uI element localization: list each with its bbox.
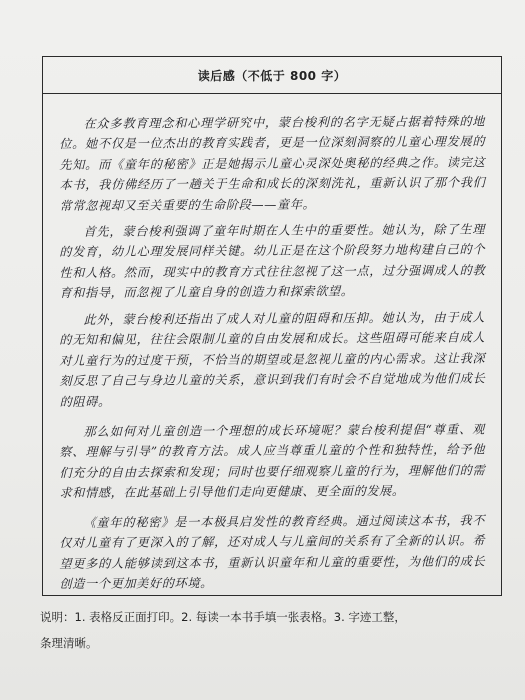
paragraph-conclusion: 《童年的秘密》是一本极具启发性的教育经典。通过阅读这本书，我不仅对儿童有了更深入的了解，还对成人与儿童间的关系有了全新的认识。希望更多的人能够读到这本书，重新认识童年和儿童的重要性，为他们的成长创造一个更加美好的环境。	[59, 513, 486, 592]
instructions-line-1: 说明：1. 表格反正面打印。2. 每读一本书手填一张表格。3. 字迹工整，	[40, 610, 406, 624]
reading-report-table	[42, 56, 502, 596]
paragraph-adult-obstruction: 此外，蒙台梭利还指出了成人对儿童的阻碍和压抑。她认为，由于成人的无知和偏见，往往会限制儿童的自由发展和成长。这些阻碍可能来自成人对儿童行为的过度干预，不恰当的期望或是忽视儿童的内心需求。这让我深刻反思了自己与身边儿童的关系，意识到我们有时会不自觉地成为他们成长的阻碍。	[59, 310, 486, 409]
handwritten-body	[43, 94, 501, 595]
paragraph-childhood-importance: 首先，蒙台梭利强调了童年时期在人生中的重要性。她认为，除了生理的发育，幼儿心理发展同样关键。幼儿正是在这个阶段努力地构建自己的个性和人格。然而，现实中的教育方式往往忽视了这一点，过分强调成人的教育和指导，而忽视了儿童自身的创造力和探索欲望。	[59, 222, 486, 301]
instructions-line-2: 条理清晰。	[40, 636, 98, 650]
instructions-note	[40, 604, 490, 656]
table-header-row	[43, 57, 501, 94]
paragraph-ideal-environment: 那么如何对儿童创造一个理想的成长环境呢？蒙台梭利提倡“尊重、观察、理解与引导”的教育方法。成人应当尊重儿童的个性和独特性，给予他们充分的自由去探索和发现；同时也要仔细观察儿童的行为，理解他们的需求和情感，在此基础上引导他们走向更健康、更全面的发展。	[59, 422, 486, 500]
table-header-title: 读后感（不低于 800 字）	[197, 68, 347, 83]
paragraph-intro: 在众多教育理念和心理学研究中，蒙台梭利的名字无疑占据着特殊的地位。她不仅是一位杰出的教育实践者，更是一位深刻洞察的儿童心理发展的先知。而《童年的秘密》正是她揭示儿童心灵深处奥秘的经典之作。读完这本书，我仿佛经历了一趟关于生命和成长的深刻洗礼，重新认识了那个我们常常忽视却又至关重要的生命阶段——童年。	[59, 114, 486, 213]
